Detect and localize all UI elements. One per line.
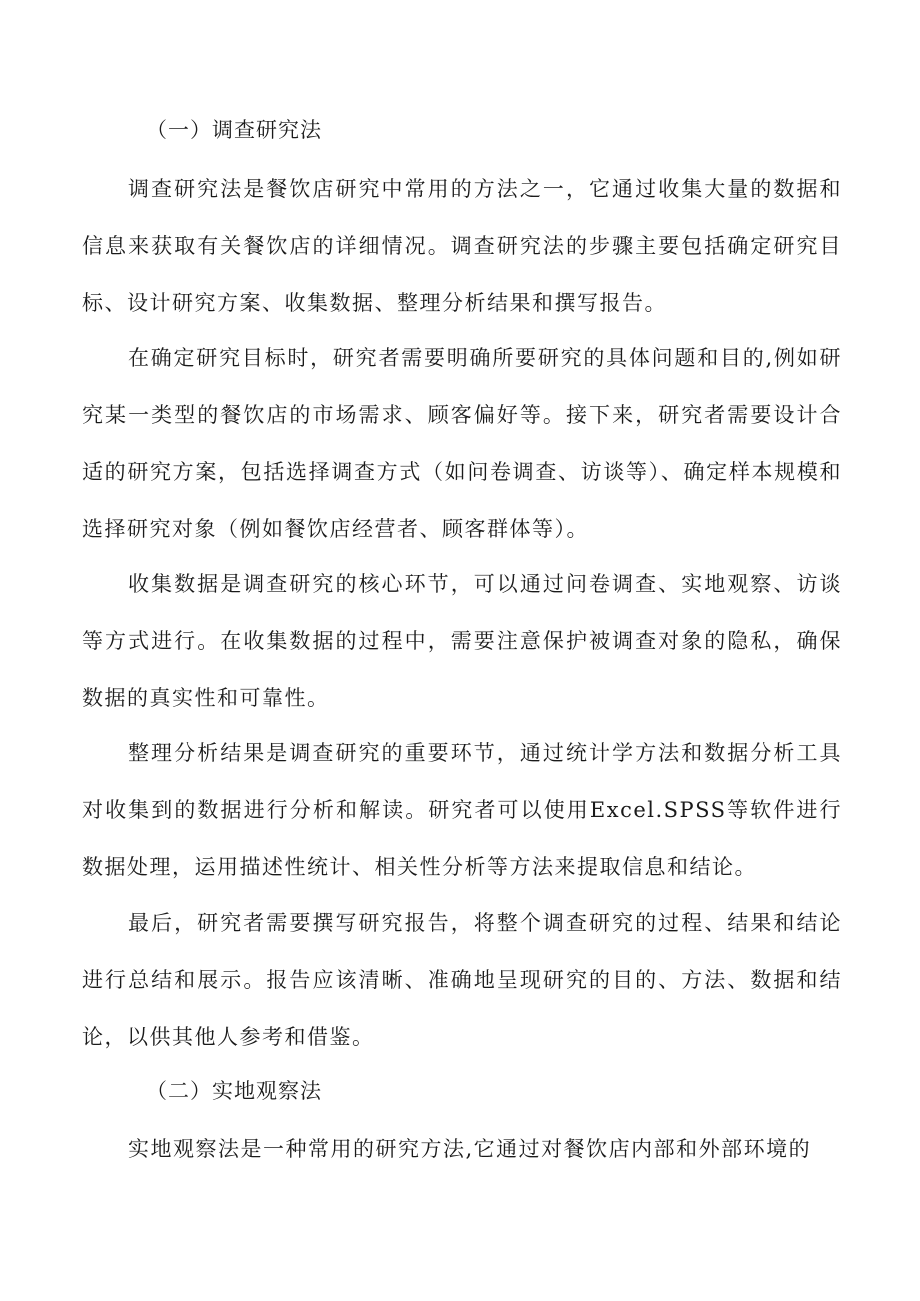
section-heading-survey-method: （一）调查研究法 [146, 118, 322, 142]
paragraph-research-goal: 在确定研究目标时，研究者需要明确所要研究的具体问题和目的,例如研究某一类型的餐饮店的市场需求、顾客偏好等。接下来，研究者需要设计合适的研究方案，包括选择调查方式（如问卷调查、访谈等）、确定样本规模和选择研究对象（例如餐饮店经营者、顾客群体等）。 [82, 346, 842, 541]
paragraph-analysis: 整理分析结果是调查研究的重要环节，通过统计学方法和数据分析工具对收集到的数据进行分析和解读。研究者可以使用Excel.SPSS等软件进行数据处理，运用描述性统计、相关性分析等方法来提取信息和结论。 [82, 741, 842, 879]
paragraph-survey-intro: 调查研究法是餐饮店研究中常用的方法之一，它通过收集大量的数据和信息来获取有关餐饮店的详细情况。调查研究法的步骤主要包括确定研究目标、设计研究方案、收集数据、整理分析结果和撰写报告。 [82, 177, 842, 315]
paragraph-data-collection: 收集数据是调查研究的核心环节，可以通过问卷调查、实地观察、访谈等方式进行。在收集数据的过程中，需要注意保护被调查对象的隐私，确保数据的真实性和可靠性。 [82, 572, 842, 710]
paragraph-report: 最后，研究者需要撰写研究报告，将整个调查研究的过程、结果和结论进行总结和展示。报告应该清晰、准确地呈现研究的目的、方法、数据和结论，以供其他人参考和借鉴。 [82, 911, 842, 1049]
paragraph-field-observation-intro: 实地观察法是一种常用的研究方法,它通过对餐饮店内部和外部环境的 [128, 1137, 812, 1161]
section-heading-field-observation: （二）实地观察法 [146, 1079, 322, 1103]
